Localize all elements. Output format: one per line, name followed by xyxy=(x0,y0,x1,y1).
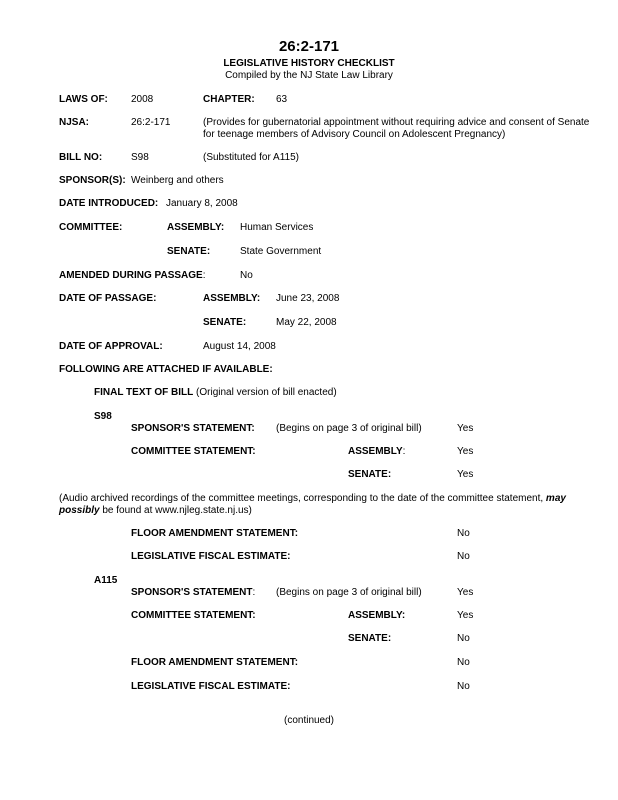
s98-sponsor-label: SPONSOR'S STATEMENT: xyxy=(131,423,255,434)
a115-floor-label: FLOOR AMENDMENT STATEMENT: xyxy=(131,657,299,668)
s98-senate-value: Yes xyxy=(457,469,474,480)
amended-label-text: AMENDED DURING PASSAGE xyxy=(59,270,203,281)
audio-note-part1: (Audio archived recordings of the committee meetings, corresponding to the date of the committee statement, xyxy=(59,493,546,504)
a115-committee-label: COMMITTEE STATEMENT: xyxy=(131,610,256,621)
passage-senate-value: May 22, 2008 xyxy=(276,317,337,328)
checklist-subtitle: LEGISLATIVE HISTORY CHECKLIST xyxy=(223,58,395,69)
s98-assembly-value: Yes xyxy=(457,446,474,457)
committee-label: COMMITTEE: xyxy=(59,222,123,233)
committee-assembly-value: Human Services xyxy=(240,222,314,233)
audio-note-part2: be found at www.njleg.state.nj.us) xyxy=(99,505,252,516)
passage-senate-label: SENATE: xyxy=(203,317,247,328)
laws-of-label: LAWS OF: xyxy=(59,94,108,105)
passage-assembly-label: ASSEMBLY: xyxy=(203,293,261,304)
s98-assembly-label xyxy=(348,446,405,458)
a115-sponsor-value: Yes xyxy=(457,587,474,598)
s98-fiscal-value: No xyxy=(457,551,470,562)
audio-note xyxy=(59,493,607,517)
a115-floor-value: No xyxy=(457,657,470,668)
s98-bill-label: S98 xyxy=(94,411,112,422)
bill-no-label: BILL NO: xyxy=(59,152,103,163)
compiled-by: Compiled by the NJ State Law Library xyxy=(225,70,393,81)
a115-fiscal-label: LEGISLATIVE FISCAL ESTIMATE: xyxy=(131,681,291,692)
final-text-line xyxy=(94,387,337,399)
a115-sponsor-label xyxy=(131,587,255,599)
njsa-label: NJSA: xyxy=(59,117,90,128)
attached-heading: FOLLOWING ARE ATTACHED IF AVAILABLE: xyxy=(59,364,273,375)
s98-floor-value: No xyxy=(457,528,470,539)
a115-sponsor-note: (Begins on page 3 of original bill) xyxy=(276,587,422,598)
committee-senate-value: State Government xyxy=(240,246,322,257)
date-of-approval-label: DATE OF APPROVAL: xyxy=(59,341,163,352)
s98-floor-label: FLOOR AMENDMENT STATEMENT: xyxy=(131,528,299,539)
laws-of-value: 2008 xyxy=(131,94,154,105)
passage-assembly-value: June 23, 2008 xyxy=(276,293,340,304)
final-text-label: FINAL TEXT OF BILL xyxy=(94,387,194,398)
njsa-value: 26:2-171 xyxy=(131,117,171,128)
committee-assembly-label: ASSEMBLY: xyxy=(167,222,225,233)
s98-senate-label: SENATE: xyxy=(348,469,392,480)
a115-senate-value: No xyxy=(457,633,470,644)
sponsors-label: SPONSOR(S): xyxy=(59,175,126,186)
chapter-value: 63 xyxy=(276,94,288,105)
bill-no-value: S98 xyxy=(131,152,149,163)
final-text-note: (Original version of bill enacted) xyxy=(193,387,337,398)
njsa-description: (Provides for gubernatorial appointment without requiring advice and consent of Senate for teenage members of Advisory Council on Adolescent Pregnancy) xyxy=(203,117,590,140)
a115-assembly-value: Yes xyxy=(457,610,474,621)
date-introduced-value: January 8, 2008 xyxy=(166,198,238,209)
date-of-passage-label: DATE OF PASSAGE: xyxy=(59,293,157,304)
s98-assembly-colon: : xyxy=(402,446,406,457)
amended-value: No xyxy=(240,270,253,281)
sponsors-value: Weinberg and others xyxy=(131,175,224,186)
chapter-label: CHAPTER: xyxy=(203,94,255,105)
s98-assembly-label-text: ASSEMBLY xyxy=(348,446,403,457)
page-title: 26:2-171 xyxy=(278,38,340,55)
date-of-approval-value: August 14, 2008 xyxy=(203,341,276,352)
s98-sponsor-value: Yes xyxy=(457,423,474,434)
a115-fiscal-value: No xyxy=(457,681,470,692)
a115-assembly-label: ASSEMBLY: xyxy=(348,610,406,621)
s98-sponsor-note: (Begins on page 3 of original bill) xyxy=(276,423,422,434)
date-introduced-label: DATE INTRODUCED: xyxy=(59,198,159,209)
s98-committee-label: COMMITTEE STATEMENT: xyxy=(131,446,256,457)
a115-senate-label: SENATE: xyxy=(348,633,392,644)
a115-sponsor-label-text: SPONSOR'S STATEMENT xyxy=(131,587,253,598)
audio-note-emphasis: may possibly xyxy=(59,493,566,516)
s98-fiscal-label: LEGISLATIVE FISCAL ESTIMATE: xyxy=(131,551,291,562)
a115-sponsor-colon: : xyxy=(252,587,256,598)
amended-label xyxy=(59,270,206,282)
continued-note: (continued) xyxy=(283,715,335,726)
a115-bill-label: A115 xyxy=(94,575,118,586)
bill-no-note: (Substituted for A115) xyxy=(203,152,299,163)
committee-senate-label: SENATE: xyxy=(167,246,211,257)
amended-colon: : xyxy=(202,270,206,281)
